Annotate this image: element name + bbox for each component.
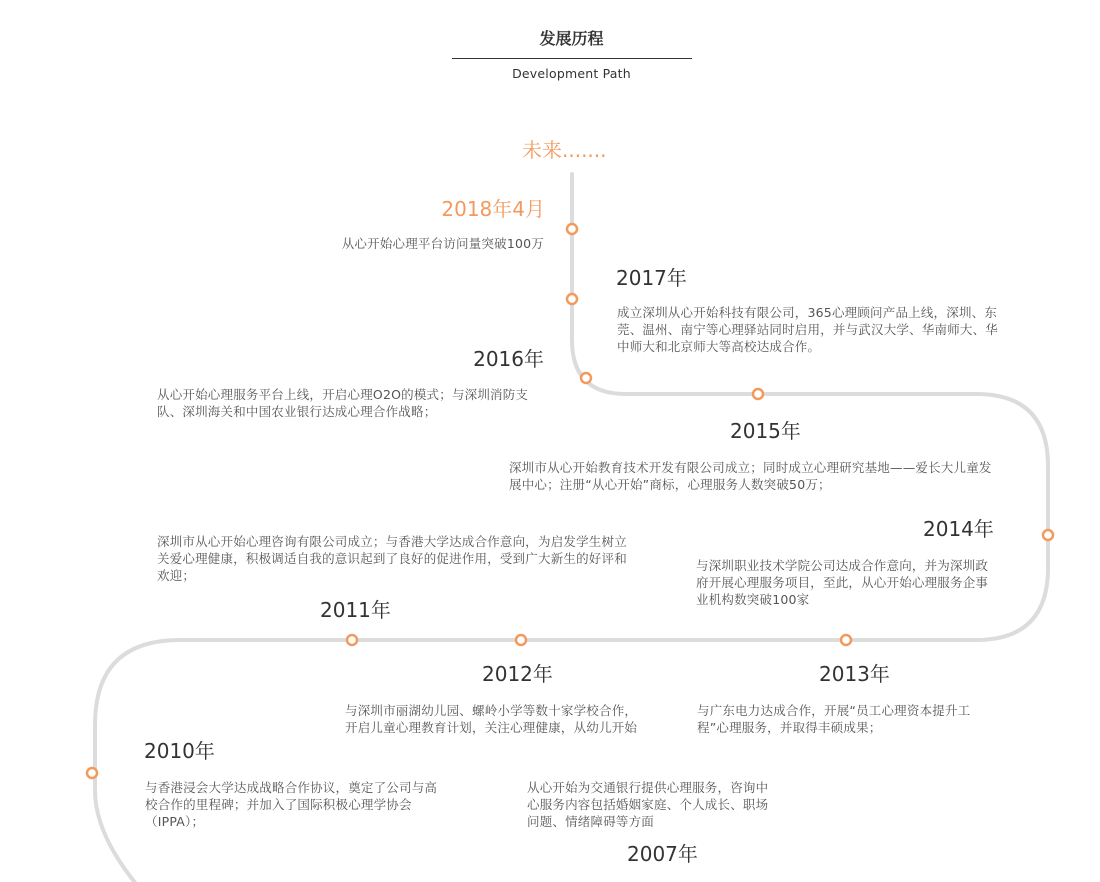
event-desc-2018: 从心开始心理平台访问量突破100万 [341,236,544,251]
event-year-2014: 2014年 [923,517,994,541]
section-title: 发展历程 [539,29,604,48]
event-year-2017: 2017年 [616,266,687,290]
section-subtitle: Development Path [512,66,631,81]
event-year-2012: 2012年 [482,662,553,686]
event-desc-2012: 与深圳市丽湖幼儿园、螺岭小学等数十家学校合作，开启儿童心理教育计划，关注心理健康，从幼儿开始 [345,703,638,735]
timeline-node-2010 [87,768,97,778]
event-desc-2011: 深圳市从心开始心理咨询有限公司成立；与香港大学达成合作意向，为启发学生树立关爱心理健康，积极调适自我的意识起到了良好的促进作用，受到广大新生的好评和欢迎； [157,534,627,583]
event-desc-2015: 深圳市从心开始教育技术开发有限公司成立；同时成立心理研究基地——爱长大儿童发展中心；注册“从心开始”商标，心理服务人数突破50万； [509,460,992,492]
timeline-node-2013 [841,635,851,645]
event-year-2011: 2011年 [320,598,391,622]
event-desc-2014: 与深圳职业技术学院公司达成合作意向，并为深圳政府开展心理服务项目，至此，从心开始心理服务企事业机构数突破100家 [696,558,989,607]
event-desc-2010: 与香港浸会大学达成战略合作协议，奠定了公司与高校合作的里程碑；并加入了国际积极心理学协会（IPPA）； [145,780,438,829]
event-year-2013: 2013年 [819,662,890,686]
event-year-2016: 2016年 [473,347,544,371]
timeline-node-2014 [1043,530,1053,540]
timeline-node-2018 [567,224,577,234]
event-desc-2013: 与广东电力达成合作，开展“员工心理资本提升工程”心理服务，并取得丰硕成果； [697,703,971,735]
timeline-node-2017 [567,294,577,304]
event-year-2018: 2018年4月 [441,197,545,221]
event-desc-2017: 成立深圳从心开始科技有限公司，365心理顾问产品上线，深圳、东莞、温州、南宁等心理驿站同时启用，并与武汉大学、华南师大、华中师大和北京师大等高校达成合作。 [617,305,999,354]
event-desc-2016: 从心开始心理服务平台上线，开启心理O2O的模式；与深圳消防支队、深圳海关和中国农业银行达成心理合作战略； [157,387,529,419]
timeline-node-2015 [753,389,763,399]
timeline-node-2012 [516,635,526,645]
event-desc-2007: 从心开始为交通银行提供心理服务，咨询中心服务内容包括婚姻家庭、个人成长、职场问题、情绪障碍等方面 [527,780,769,829]
timeline-future-label: 未来....... [522,138,607,162]
event-year-2007: 2007年 [627,842,698,866]
timeline-node-2011 [347,635,357,645]
event-year-2010: 2010年 [144,739,215,763]
event-year-2015: 2015年 [730,419,801,443]
timeline-node-2016 [581,373,591,383]
